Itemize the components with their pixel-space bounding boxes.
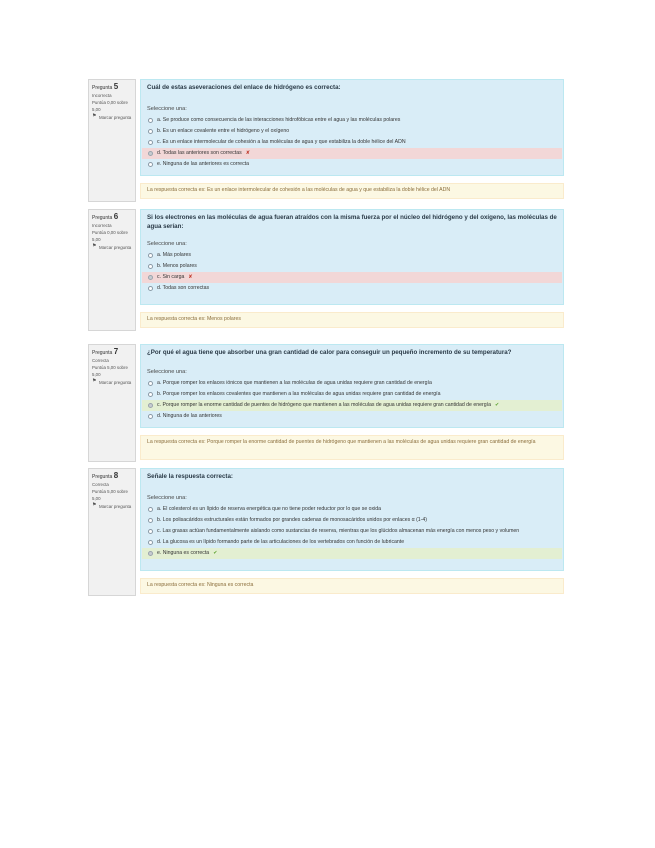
answer-option-d[interactable]: d. Todas las anteriores son correctas ✘ bbox=[142, 148, 562, 159]
radio-button[interactable] bbox=[148, 414, 153, 419]
correct-icon: ✔ bbox=[213, 550, 218, 556]
question-formulation bbox=[140, 209, 564, 305]
question-text: ¿Por qué el agua tiene que absorber una gran cantidad de calor para conseguir un pequeño incremento de su temperatura? bbox=[147, 349, 512, 356]
answer-option-b[interactable]: b. Menos polares bbox=[142, 261, 562, 272]
radio-button[interactable] bbox=[148, 151, 153, 156]
radio-button[interactable] bbox=[148, 118, 153, 123]
question-formulation bbox=[140, 79, 564, 176]
radio-button[interactable] bbox=[148, 507, 153, 512]
flag-icon: ⚑ bbox=[92, 113, 97, 119]
incorrect-icon: ✘ bbox=[188, 274, 193, 280]
answer-option-d[interactable]: d. Ninguna de las anteriores bbox=[142, 411, 562, 422]
question-info bbox=[88, 209, 136, 331]
answer-option-b[interactable]: b. Es un enlace covalente entre el hidrógeno y el oxígeno bbox=[142, 126, 562, 137]
answer-prompt: Seleccione una: bbox=[147, 495, 187, 501]
radio-button[interactable] bbox=[148, 403, 153, 408]
radio-button[interactable] bbox=[148, 264, 153, 269]
radio-button[interactable] bbox=[148, 381, 153, 386]
flag-question-button[interactable] bbox=[92, 244, 132, 251]
correct-answer-feedback: La respuesta correcta es: Menos polares bbox=[140, 312, 564, 328]
answer-option-c[interactable]: c. Porque romper la enorme cantidad de puentes de hidrógeno que mantienen a las moléculas de agua unidas requiere gran cantidad de energía ✔ bbox=[142, 400, 562, 411]
flag-label: Marcar pregunta bbox=[99, 245, 132, 250]
flag-icon: ⚑ bbox=[92, 502, 97, 508]
question-state: Correcta bbox=[92, 482, 109, 487]
flag-question-button[interactable] bbox=[92, 379, 132, 386]
answer-option-e[interactable]: e. Ninguna es correcta ✔ bbox=[142, 548, 562, 559]
question-grade: Puntúa 0,00 sobre 5,00 bbox=[92, 100, 128, 112]
radio-button[interactable] bbox=[148, 392, 153, 397]
answer-option-a[interactable]: a. Más polares bbox=[142, 250, 562, 261]
question-grade: Puntúa 5,00 sobre 5,00 bbox=[92, 365, 128, 377]
answer-prompt: Seleccione una: bbox=[147, 241, 187, 247]
radio-button[interactable] bbox=[148, 286, 153, 291]
answer-prompt: Seleccione una: bbox=[147, 369, 187, 375]
question-number: Pregunta 6 bbox=[92, 212, 119, 221]
answer-option-c[interactable]: c. Sin carga ✘ bbox=[142, 272, 562, 283]
question-formulation bbox=[140, 344, 564, 428]
flag-icon: ⚑ bbox=[92, 378, 97, 384]
flag-label: Marcar pregunta bbox=[99, 380, 132, 385]
question-7 bbox=[88, 344, 564, 462]
question-text: Señale la respuesta correcta: bbox=[147, 473, 233, 480]
radio-button[interactable] bbox=[148, 529, 153, 534]
correct-answer-feedback: La respuesta correcta es: Ninguna es correcta bbox=[140, 578, 564, 594]
correct-answer-feedback: La respuesta correcta es: Es un enlace intermolecular de cohesión a las moléculas de agua y que estabiliza la doble hélice del ADN bbox=[140, 183, 564, 199]
flag-question-button[interactable] bbox=[92, 114, 132, 121]
question-6 bbox=[88, 209, 564, 331]
question-number: Pregunta 7 bbox=[92, 347, 119, 356]
flag-label: Marcar pregunta bbox=[99, 504, 132, 509]
question-8 bbox=[88, 468, 564, 596]
answer-option-d[interactable]: d. Todas son correctas bbox=[142, 283, 562, 294]
flag-question-button[interactable] bbox=[92, 503, 132, 510]
question-5 bbox=[88, 79, 564, 202]
radio-button[interactable] bbox=[148, 162, 153, 167]
flag-icon: ⚑ bbox=[92, 243, 97, 249]
answer-option-b[interactable]: b. Los polisacáridos estructurales están formados por grandes cadenas de monosacáridos unidos por enlaces α (1-4) bbox=[142, 515, 562, 526]
answer-option-d[interactable]: d. La glucosa es un lípido formando parte de las articulaciones de los vertebrados con función de lubricante bbox=[142, 537, 562, 548]
radio-button[interactable] bbox=[148, 518, 153, 523]
answer-prompt: Seleccione una: bbox=[147, 106, 187, 112]
question-info bbox=[88, 79, 136, 202]
question-grade: Puntúa 0,00 sobre 5,00 bbox=[92, 230, 128, 242]
radio-button[interactable] bbox=[148, 253, 153, 258]
flag-label: Marcar pregunta bbox=[99, 115, 132, 120]
question-info bbox=[88, 344, 136, 462]
correct-answer-feedback: La respuesta correcta es: Porque romper la enorme cantidad de puentes de hidrógeno que mantienen a las moléculas de agua unidas requiere gran cantidad de energía bbox=[140, 435, 564, 460]
radio-button[interactable] bbox=[148, 129, 153, 134]
answer-option-e[interactable]: e. Ninguna de las anteriores es correcta bbox=[142, 159, 562, 170]
answer-option-c[interactable]: c. Las grasas actúan fundamentalmente aislando como sustancias de reserva, mientras que los glúcidos almacenan más energía con menos peso y volumen bbox=[142, 526, 562, 537]
answer-option-b[interactable]: b. Porque romper los enlaces covalentes que mantienen a las moléculas de agua unidas requiere gran cantidad de energía bbox=[142, 389, 562, 400]
question-number: Pregunta 8 bbox=[92, 471, 119, 480]
answer-option-a[interactable]: a. El colesterol es un lípido de reserva energética que no tiene poder reductor por lo que se oxida bbox=[142, 504, 562, 515]
question-text: Si los electrones en las moléculas de agua fueran atraídos con la misma fuerza por el núcleo del hidrógeno y del oxígeno, las moléculas de agua serían: bbox=[147, 214, 557, 230]
answer-option-a[interactable]: a. Se produce como consecuencia de las interacciones hidrofóbicas entre el agua y las moléculas polares bbox=[142, 115, 562, 126]
radio-button[interactable] bbox=[148, 540, 153, 545]
answer-option-c[interactable]: c. Es un enlace intermolecular de cohesión a las moléculas de agua y que estabiliza la doble hélice del ADN bbox=[142, 137, 562, 148]
incorrect-icon: ✘ bbox=[245, 150, 251, 156]
question-text: Cuál de estas aseveraciones del enlace de hidrógeno es correcta: bbox=[147, 84, 341, 91]
radio-button[interactable] bbox=[148, 551, 153, 556]
correct-icon: ✔ bbox=[494, 402, 500, 408]
question-state: Correcta bbox=[92, 358, 109, 363]
question-state: Incorrecta bbox=[92, 223, 112, 228]
question-state: Incorrecta bbox=[92, 93, 112, 98]
radio-button[interactable] bbox=[148, 140, 153, 145]
question-grade: Puntúa 5,00 sobre 5,00 bbox=[92, 489, 128, 501]
question-formulation bbox=[140, 468, 564, 571]
question-info bbox=[88, 468, 136, 596]
radio-button[interactable] bbox=[148, 275, 153, 280]
answer-option-a[interactable]: a. Porque romper los enlaces iónicos que mantienen a las moléculas de agua unidas requiere gran cantidad de energía bbox=[142, 378, 562, 389]
question-number: Pregunta 5 bbox=[92, 82, 119, 91]
